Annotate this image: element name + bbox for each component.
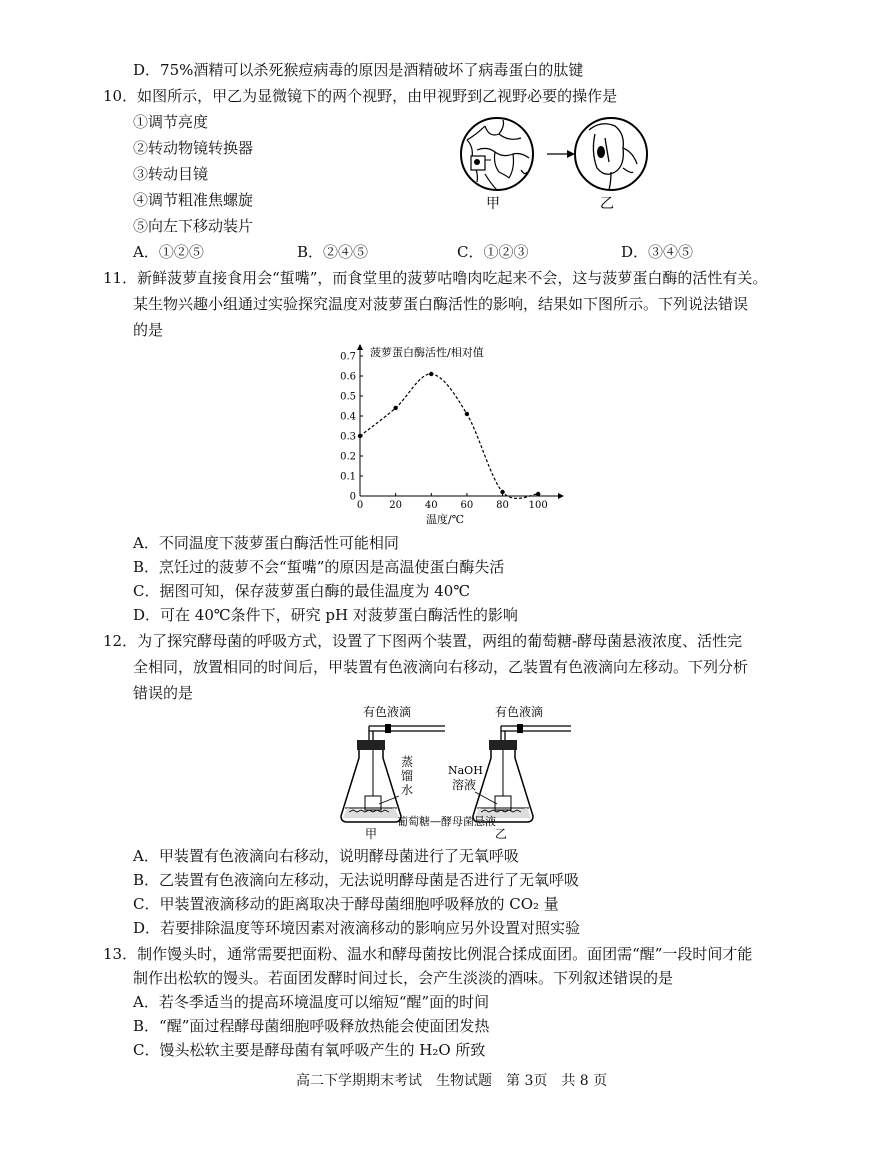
q10-option-b: B．②④⑤ [297, 243, 369, 261]
q10-step-4: ④调节粗准焦螺旋 [133, 191, 254, 209]
q11-stem-1: 11．新鲜菠萝直接食用会“蜇嘴”，而食堂里的菠萝咕噜肉吃起来不会，这与菠萝蛋白酶的活性有关。 [103, 269, 768, 287]
y-tick-label: 0.4 [340, 411, 356, 423]
page-footer: 高二下学期期末考试 生物试题 第 3页 共 8 页 [296, 1073, 608, 1089]
x-axis-label: 温度/℃ [425, 513, 465, 526]
flask-yi-label: 乙 [495, 827, 508, 840]
q13-option-a: A．若冬季适当的提高环境温度可以缩短“醒”面的时间 [133, 993, 490, 1011]
q12-stem-2: 全相同，放置相同的时间后，甲装置有色液滴向右移动，乙装置有色液滴向左移动。下列分析 [133, 658, 749, 676]
y-tick-label: 0.5 [340, 391, 356, 403]
q11-option-a: A．不同温度下菠萝蛋白酶活性可能相同 [133, 534, 399, 552]
suspension-label: 葡萄糖—酵母菌悬液 [397, 815, 496, 828]
field-yi-label: 乙 [600, 196, 614, 212]
colored-drop-left [385, 724, 391, 733]
q10-step-5: ⑤向左下移动装片 [133, 217, 254, 235]
x-tick-label: 80 [496, 500, 509, 511]
enzyme-activity-chart [330, 340, 570, 528]
y-axis-label: 菠萝蛋白酶活性/相对值 [370, 346, 484, 359]
q10-stem: 10．如图所示，甲乙为显微镜下的两个视野，由甲视野到乙视野必要的操作是 [103, 87, 618, 105]
q11-stem-2: 某生物兴趣小组通过实验探究温度对菠萝蛋白酶活性的影响，结果如下图所示。下列说法错误 [133, 295, 749, 313]
water-label-2: 馏 [401, 769, 414, 783]
q13-stem-1: 13．制作馒头时，通常需要把面粉、温水和酵母菌按比例混合揉成面团。面团需“醒”一段时间才能 [103, 945, 753, 963]
q10-step-2: ②转动物镜转换器 [133, 139, 254, 157]
q10-option-d: D．③④⑤ [621, 243, 694, 261]
q12-option-d: D．若要排除温度等环境因素对液滴移动的影响应另外设置对照实验 [133, 919, 581, 937]
q10-option-a: A．①②⑤ [133, 243, 204, 261]
data-point [393, 406, 397, 410]
q11-option-d: D．可在 40℃条件下，研究 pH 对菠萝蛋白酶活性的影响 [133, 606, 518, 624]
q12-option-a: A．甲装置有色液滴向右移动，说明酵母菌进行了无氧呼吸 [133, 847, 519, 865]
y-tick-label: 0.1 [340, 471, 356, 483]
q11-option-b: B．烹饪过的菠萝不会“蜇嘴”的原因是高温使蛋白酶失活 [133, 558, 505, 576]
q9-option-d: D．75%酒精可以杀死猴痘病毒的原因是酒精破坏了病毒蛋白的肽键 [133, 61, 584, 79]
data-point [500, 490, 504, 494]
naoh-label-1: NaOH [448, 764, 483, 777]
data-point [465, 412, 469, 416]
colored-drop-right [517, 724, 523, 733]
yeast-apparatus-figure [335, 700, 575, 840]
q10-option-c: C．①②③ [457, 243, 529, 261]
field-jia-label: 甲 [486, 196, 500, 212]
y-tick-label: 0.3 [340, 431, 356, 443]
y-axis-arrow [357, 344, 363, 350]
q12-option-c: C．甲装置液滴移动的距离取决于酵母菌细胞呼吸释放的 CO₂ 量 [133, 895, 559, 913]
q10-step-1: ①调节亮度 [133, 113, 209, 131]
y-tick-label: 0.7 [340, 351, 356, 363]
x-tick-label: 0 [356, 500, 364, 511]
x-tick-label: 20 [389, 500, 403, 511]
q11-option-c: C．据图可知，保存菠萝蛋白酶的最佳温度为 40℃ [133, 582, 471, 600]
q12-stem-1: 12．为了探究酵母菌的呼吸方式，设置了下图两个装置，两组的葡萄糖-酵母菌悬液浓度、活性完 [103, 632, 743, 650]
x-axis-arrow [558, 493, 564, 499]
y-tick-label: 0 [349, 491, 356, 503]
y-tick-label: 0.6 [340, 371, 356, 383]
x-tick-label: 40 [424, 500, 438, 511]
drop-label-left: 有色液滴 [363, 705, 412, 719]
microscope-figure [455, 112, 655, 212]
q12-option-b: B．乙装置有色液滴向左移动，无法说明酵母菌是否进行了无氧呼吸 [133, 871, 580, 889]
data-point [536, 492, 540, 496]
q10-step-3: ③转动目镜 [133, 165, 209, 183]
water-label-1: 蒸 [401, 755, 414, 769]
data-point [429, 372, 433, 376]
q12-stem-3: 错误的是 [133, 684, 194, 702]
q13-option-c: C．馒头松软主要是酵母菌有氧呼吸产生的 H₂O 所致 [133, 1041, 486, 1059]
q13-stem-2: 制作出松软的馒头。若面团发酵时间过长，会产生淡淡的酒味。下列叙述错误的是 [133, 969, 674, 987]
y-tick-label: 0.2 [340, 451, 356, 463]
naoh-label-2: 溶液 [452, 778, 477, 792]
drop-label-right: 有色液滴 [495, 705, 544, 719]
activity-curve [360, 374, 538, 498]
x-tick-label: 100 [528, 500, 548, 511]
q11-stem-3: 的是 [133, 321, 164, 339]
x-tick-label: 60 [460, 500, 474, 511]
q13-option-b: B．“醒”面过程酵母菌细胞呼吸释放热能会使面团发热 [133, 1017, 490, 1035]
data-point [358, 434, 362, 438]
water-label-3: 水 [401, 783, 414, 797]
flask-jia-label: 甲 [365, 827, 378, 840]
